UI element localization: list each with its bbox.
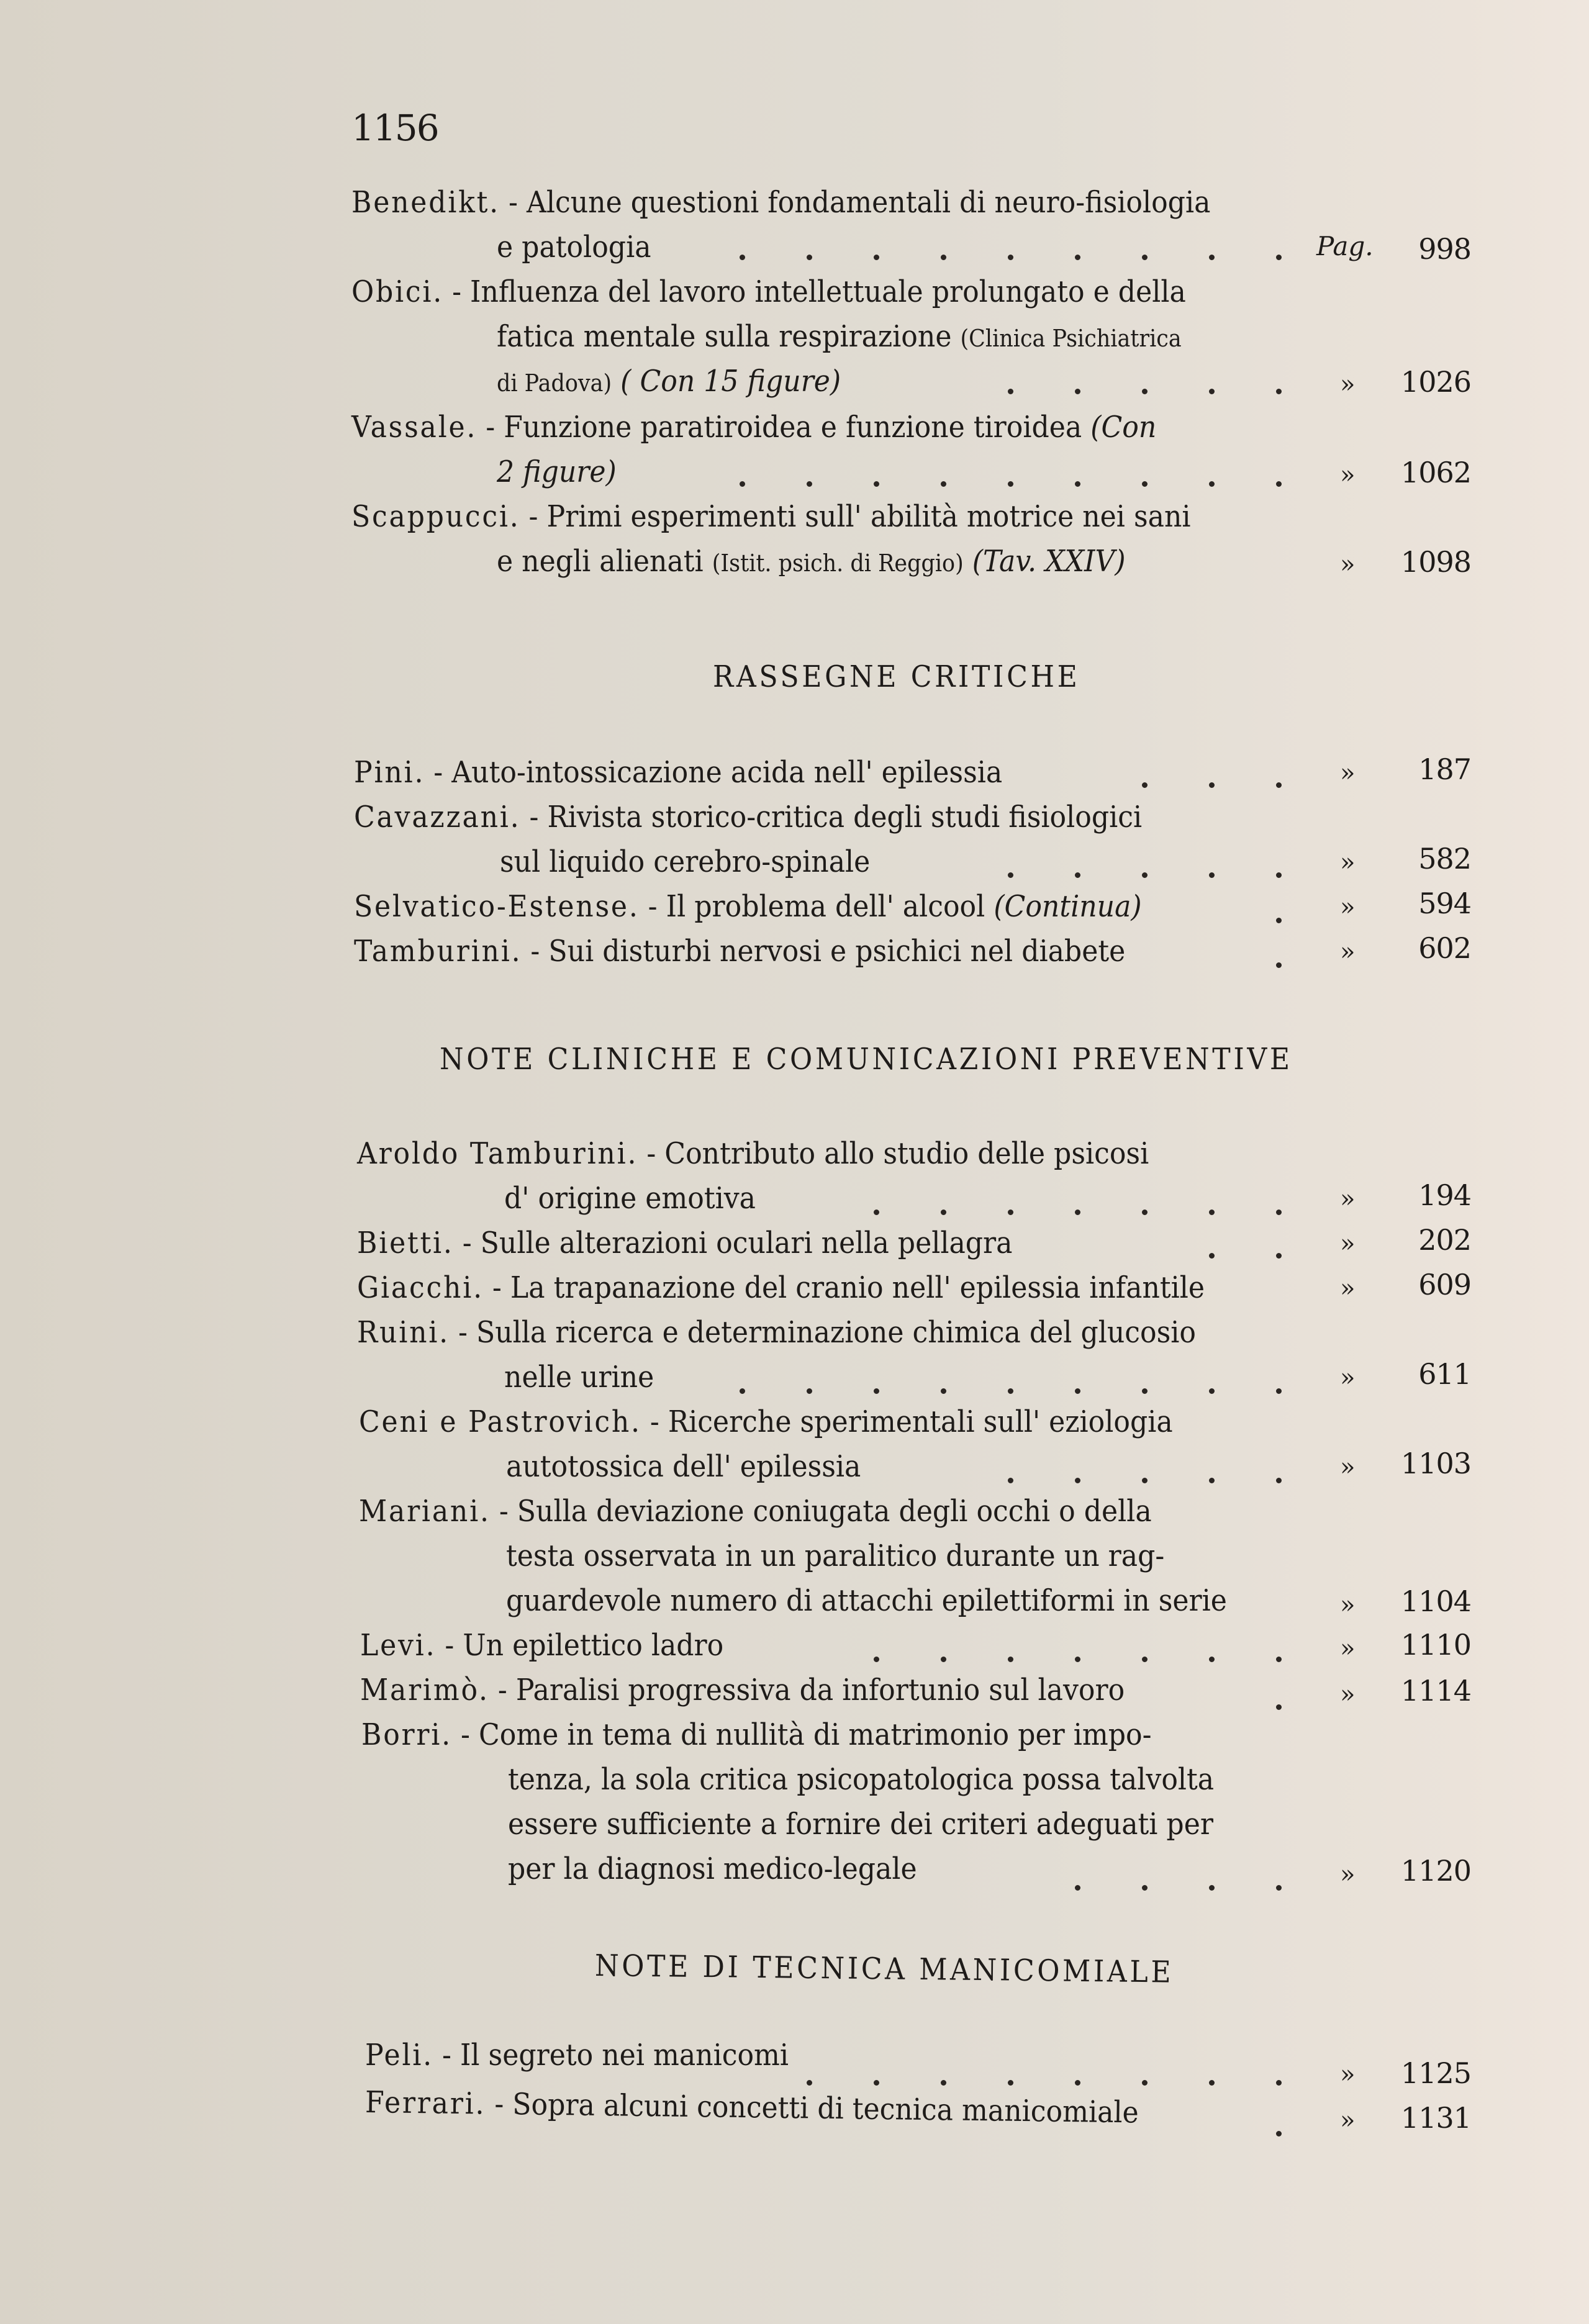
leader-dot (1075, 255, 1080, 260)
leader-dot (1008, 1657, 1013, 1662)
toc-title: - Funzione paratiroidea e funzione tiroidea (486, 410, 1082, 445)
toc-line (354, 755, 1002, 800)
toc-page-number: 998 (1418, 232, 1471, 266)
toc-page-number: 1098 (1400, 545, 1471, 579)
toc-title: - Rivista storico-critica degli studi fisiologici (529, 800, 1143, 834)
leader-dot (941, 1657, 946, 1662)
toc-page-number: 1110 (1400, 1628, 1471, 1662)
toc-author: Scappucci. (351, 499, 520, 534)
leader-dot (1209, 1388, 1215, 1394)
leader-dot (1075, 1885, 1080, 1891)
toc-author: Tamburini. (354, 934, 522, 969)
leader-dot (1008, 1388, 1013, 1394)
toc-title: sul liquido cerebro-spinale (500, 844, 871, 879)
toc-line (351, 499, 1191, 544)
leader-dot (1276, 1885, 1282, 1891)
toc-page-number: 1120 (1400, 1854, 1471, 1888)
leader-dot (941, 255, 946, 260)
toc-page-number: 1114 (1400, 1674, 1471, 1707)
toc-line (361, 1717, 1152, 1762)
page-prefix: Pag. (1316, 231, 1374, 261)
toc-title: per la diagnosi medico-legale (508, 1852, 917, 1886)
toc-line (351, 274, 1186, 319)
leader-dot (1209, 389, 1215, 394)
toc-author: Cavazzani. (354, 800, 521, 834)
leader-dot (1142, 1885, 1148, 1891)
leader-dot (1142, 481, 1148, 487)
leader-dot (807, 1388, 812, 1394)
toc-page-number: 187 (1418, 753, 1471, 786)
toc-title: autotossica dell' epilessia (506, 1449, 861, 1484)
leader-dot (1075, 1209, 1080, 1215)
toc-page-number: 602 (1418, 931, 1471, 965)
leader-dot (1142, 872, 1148, 878)
leader-dot (1276, 1657, 1282, 1662)
toc-page-number: 1103 (1400, 1447, 1471, 1480)
leader-dot (1209, 481, 1215, 487)
toc-line (357, 1315, 1196, 1360)
toc-title: - Primi esperimenti sull' abilità motrice nei sani (528, 499, 1191, 534)
leader-dot (941, 2080, 946, 2086)
leader-dot (1209, 255, 1215, 260)
leader-dot (1075, 1388, 1080, 1394)
leader-dot (1142, 1657, 1148, 1662)
leader-dot (1276, 255, 1282, 260)
toc-note: (Con (1090, 410, 1157, 445)
toc-title: 2 figure) (497, 454, 617, 489)
leader-dot (1008, 481, 1013, 487)
leader-dot (1276, 918, 1282, 923)
toc-title: fatica mentale sulla respirazione (497, 319, 952, 354)
ditto-mark: » (1340, 848, 1356, 877)
toc-line (359, 1494, 1152, 1539)
toc-line (354, 889, 1142, 934)
toc-page-number: 194 (1418, 1178, 1471, 1212)
toc-line (506, 1539, 1164, 1583)
toc-title: - Un epilettico ladro (445, 1628, 724, 1663)
leader-dot (1142, 1478, 1148, 1483)
toc-title: essere sufficiente a fornire dei criteri adeguati per (508, 1807, 1213, 1842)
leader-dot (874, 481, 879, 487)
toc-title: - Il problema dell' alcool (648, 889, 985, 924)
ditto-mark: » (1340, 1363, 1356, 1392)
ditto-mark: » (1340, 370, 1356, 399)
toc-title: di Padova) (497, 369, 612, 397)
leader-dot (1008, 1209, 1013, 1215)
toc-author: Vassale. (351, 410, 478, 445)
ditto-mark: » (1340, 461, 1356, 489)
toc-line (497, 364, 841, 409)
leader-dot (941, 1388, 946, 1394)
toc-title: d' origine emotiva (504, 1181, 756, 1216)
leader-dot (1276, 1209, 1282, 1215)
toc-title: - Il segreto nei manicomi (441, 2038, 789, 2073)
toc-title: - Contributo allo studio delle psicosi (646, 1136, 1149, 1171)
leader-dot (1276, 962, 1282, 968)
toc-line (357, 1270, 1205, 1315)
section-heading: NOTE DI TECNICA MANICOMIALE (594, 1948, 1174, 1990)
ditto-mark: » (1340, 2106, 1356, 2135)
toc-author: Bietti. (357, 1226, 454, 1260)
leader-dot (1276, 1478, 1282, 1483)
toc-title: - Ricerche sperimentali sull' eziologia (650, 1404, 1173, 1439)
toc-title: guardevole numero di attacchi epilettiformi in serie (506, 1583, 1227, 1618)
toc-page-number: 1062 (1400, 456, 1471, 489)
toc-title: - Auto-intossicazione acida nell' epilessia (433, 755, 1003, 790)
toc-page-number: 609 (1418, 1268, 1471, 1301)
toc-line (497, 544, 1126, 589)
leader-dot (740, 255, 745, 260)
toc-note: (Continua) (994, 889, 1142, 924)
toc-line (354, 934, 1125, 979)
toc-author: Borri. (361, 1717, 452, 1752)
toc-line (359, 1404, 1173, 1449)
leader-dot (1209, 1253, 1215, 1259)
ditto-mark: » (1340, 1185, 1356, 1213)
toc-line (508, 1807, 1213, 1852)
leader-dot (1008, 255, 1013, 260)
leader-dot (740, 481, 745, 487)
toc-author: Benedikt. (351, 185, 500, 220)
toc-line (365, 2085, 1139, 2140)
leader-dot (1142, 255, 1148, 260)
section-heading: NOTE CLINICHE E COMUNICAZIONI PREVENTIVE (440, 1042, 1293, 1077)
toc-author: Marimò. (360, 1673, 489, 1707)
leader-dot (1075, 872, 1080, 878)
toc-title: - Sopra alcuni concetti di tecnica manicomiale (494, 2086, 1139, 2130)
leader-dot (874, 1657, 879, 1662)
toc-line (357, 1226, 1012, 1270)
toc-page-number: 1104 (1400, 1585, 1471, 1618)
section-heading: RASSEGNE CRITICHE (713, 659, 1080, 694)
leader-dot (1276, 1388, 1282, 1394)
toc-title: - La trapanazione del cranio nell' epilessia infantile (492, 1270, 1205, 1305)
toc-title: - Sulla deviazione coniugata degli occhi o della (499, 1494, 1152, 1529)
ditto-mark: » (1340, 1860, 1356, 1889)
leader-dot (1209, 2080, 1215, 2086)
leader-dot (941, 1209, 946, 1215)
toc-line (351, 185, 1210, 230)
leader-dot (807, 255, 812, 260)
toc-line (497, 319, 1182, 364)
page-number: 1156 (351, 107, 438, 149)
toc-note: ( Con 15 figure) (620, 364, 841, 399)
leader-dot (1142, 1209, 1148, 1215)
toc-author: Peli. (365, 2038, 433, 2073)
toc-title: - Sulla ricerca e determinazione chimica del glucosio (458, 1315, 1196, 1350)
toc-title: nelle urine (504, 1360, 654, 1395)
ditto-mark: » (1340, 1453, 1356, 1481)
leader-dot (1209, 1209, 1215, 1215)
toc-line (497, 230, 651, 274)
toc-title: - Come in tema di nullità di matrimonio per impo- (461, 1717, 1152, 1752)
leader-dot (941, 481, 946, 487)
toc-author: Ruini. (357, 1315, 450, 1350)
toc-page-number: 1131 (1400, 2101, 1471, 2135)
ditto-mark: » (1340, 1229, 1356, 1258)
leader-dot (1075, 1478, 1080, 1483)
toc-title: - Influenza del lavoro intellettuale prolungato e della (452, 274, 1186, 309)
ditto-mark: » (1340, 893, 1356, 921)
toc-title: - Alcune questioni fondamentali di neuro-fisiologia (508, 185, 1211, 220)
toc-title: - Paralisi progressiva da infortunio sul lavoro (497, 1673, 1125, 1707)
leader-dot (807, 2080, 812, 2086)
toc-page-number: 594 (1418, 887, 1471, 920)
leader-dot (1276, 782, 1282, 788)
toc-line (500, 844, 870, 889)
leader-dot (1142, 782, 1148, 788)
toc-author: Levi. (360, 1628, 437, 1663)
leader-dot (1142, 389, 1148, 394)
toc-line (357, 1136, 1149, 1181)
leader-dot (874, 1388, 879, 1394)
toc-author: Obici. (351, 274, 444, 309)
toc-author: Aroldo Tamburini. (357, 1136, 638, 1171)
leader-dot (1209, 872, 1215, 878)
toc-line (497, 454, 617, 499)
leader-dot (1276, 872, 1282, 878)
leader-dot (1008, 2080, 1013, 2086)
toc-author: Giacchi. (357, 1270, 484, 1305)
toc-line (508, 1852, 917, 1896)
leader-dot (1008, 389, 1013, 394)
toc-title: - Sui disturbi nervosi e psichici nel diabete (530, 934, 1126, 969)
leader-dot (1075, 389, 1080, 394)
leader-dot (1075, 481, 1080, 487)
toc-title: tenza, la sola critica psicopatologica possa talvolta (508, 1762, 1215, 1797)
ditto-mark: » (1340, 1680, 1356, 1709)
leader-dot (1276, 1253, 1282, 1259)
leader-dot (1008, 872, 1013, 878)
toc-author: Selvatico-Estense. (354, 889, 640, 924)
toc-line (504, 1360, 654, 1404)
ditto-mark: » (1340, 2060, 1356, 2089)
ditto-mark: » (1340, 550, 1356, 579)
leader-dot (1276, 1704, 1282, 1710)
leader-dot (1209, 1478, 1215, 1483)
toc-author: Ceni e Pastrovich. (359, 1404, 641, 1439)
toc-line (506, 1583, 1227, 1628)
toc-page-number: 1125 (1400, 2056, 1471, 2090)
leader-dot (1276, 481, 1282, 487)
ditto-mark: » (1340, 1274, 1356, 1303)
toc-line (365, 2038, 789, 2082)
leader-dot (874, 1209, 879, 1215)
leader-dot (1075, 1657, 1080, 1662)
leader-dot (1276, 2080, 1282, 2086)
leader-dot (1008, 1478, 1013, 1483)
toc-line (360, 1628, 723, 1673)
leader-dot (1276, 389, 1282, 394)
toc-line (504, 1181, 756, 1226)
toc-author: Mariani. (359, 1494, 491, 1529)
toc-page-number: 611 (1418, 1357, 1471, 1391)
toc-page-number: 582 (1418, 842, 1471, 875)
ditto-mark: » (1340, 1634, 1356, 1663)
ditto-mark: » (1340, 759, 1356, 787)
toc-page-number: 1026 (1400, 365, 1471, 399)
toc-note: (Tav. XXIV) (972, 544, 1126, 579)
leader-dot (1142, 1388, 1148, 1394)
leader-dot (874, 2080, 879, 2086)
toc-line (506, 1449, 861, 1494)
toc-line (360, 1673, 1125, 1717)
leader-dot (1209, 782, 1215, 788)
toc-note: (Clinica Psichiatrica (960, 325, 1182, 352)
toc-title: e patologia (497, 230, 651, 265)
toc-author: Pini. (354, 755, 425, 790)
toc-title: e negli alienati (497, 544, 704, 579)
leader-dot (1142, 2080, 1148, 2086)
toc-line (351, 410, 1156, 454)
leader-dot (874, 255, 879, 260)
leader-dot (1209, 1885, 1215, 1891)
leader-dot (740, 1388, 745, 1394)
ditto-mark: » (1340, 938, 1356, 966)
leader-dot (1276, 2131, 1282, 2136)
toc-title: - Sulle alterazioni oculari nella pellagra (462, 1226, 1013, 1260)
toc-line (508, 1762, 1214, 1807)
toc-page-number: 202 (1418, 1223, 1471, 1257)
leader-dot (1209, 1657, 1215, 1662)
toc-author: Ferrari. (364, 2085, 486, 2122)
toc-line (354, 800, 1142, 844)
toc-title: testa osservata in un paralitico durante un rag- (506, 1539, 1165, 1573)
leader-dot (807, 481, 812, 487)
leader-dot (1075, 2080, 1080, 2086)
ditto-mark: » (1340, 1591, 1356, 1619)
toc-note: (Istit. psich. di Reggio) (712, 549, 964, 577)
